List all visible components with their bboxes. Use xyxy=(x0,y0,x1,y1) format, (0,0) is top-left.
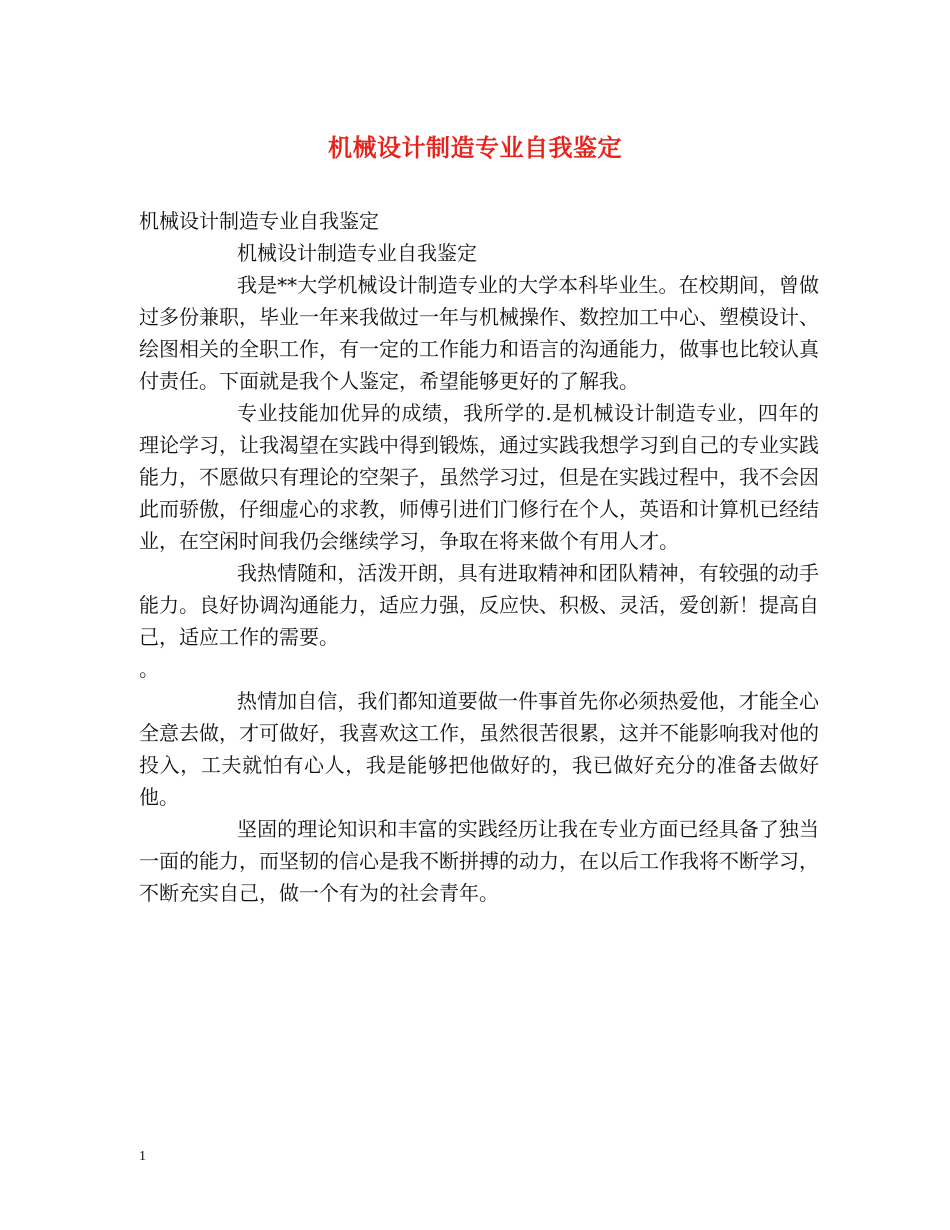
stray-period-line: 。 xyxy=(139,657,159,681)
section-heading: 机械设计制造专业自我鉴定 xyxy=(139,209,379,233)
paragraph-intro: 我是**大学机械设计制造专业的大学本科毕业生。在校期间，曾做过多份兼职，毕业一年来我做过一年与机械操作、数控加工中心、塑模设计、绘图相关的全职工作，有一定的工作能力和语言的沟通能力，做事也比较认真付责任。下面就是我个人鉴定，希望能够更好的了解我。 xyxy=(139,273,819,393)
paragraph-personality: 我热情随和，活泼开朗，具有进取精神和团队精神，有较强的动手能力。良好协调沟通能力，适应力强，反应快、积极、灵活，爱创新！提高自己，适应工作的需要。 xyxy=(139,561,819,649)
paragraph-enthusiasm: 热情加自信，我们都知道要做一件事首先你必须热爱他，才能全心全意去做，才可做好，我喜欢这工作，虽然很苦很累，这并不能影响我对他的投入，工夫就怕有心人，我是能够把他做好的，我已做好充分的准备去做好他。 xyxy=(139,689,819,809)
paragraph-conclusion: 坚固的理论知识和丰富的实践经历让我在专业方面已经具备了独当一面的能力，而坚韧的信心是我不断拼搏的动力，在以后工作我将不断学习，不断充实自己，做一个有为的社会青年。 xyxy=(139,817,819,905)
document-body xyxy=(139,205,819,909)
document-title: 机械设计制造专业自我鉴定 xyxy=(328,133,622,162)
section-subheading: 机械设计制造专业自我鉴定 xyxy=(237,241,477,265)
paragraph-skills: 专业技能加优异的成绩，我所学的.是机械设计制造专业，四年的理论学习，让我渴望在实践中得到锻炼，通过实践我想学习到自己的专业实践能力，不愿做只有理论的空架子，虽然学习过，但是在实践过程中，我不会因此而骄傲，仔细虚心的求教，师傅引进们门修行在个人，英语和计算机已经结业，在空闲时间我仍会继续学习，争取在将来做个有用人才。 xyxy=(139,401,819,553)
page-number: 1 xyxy=(139,1149,146,1164)
